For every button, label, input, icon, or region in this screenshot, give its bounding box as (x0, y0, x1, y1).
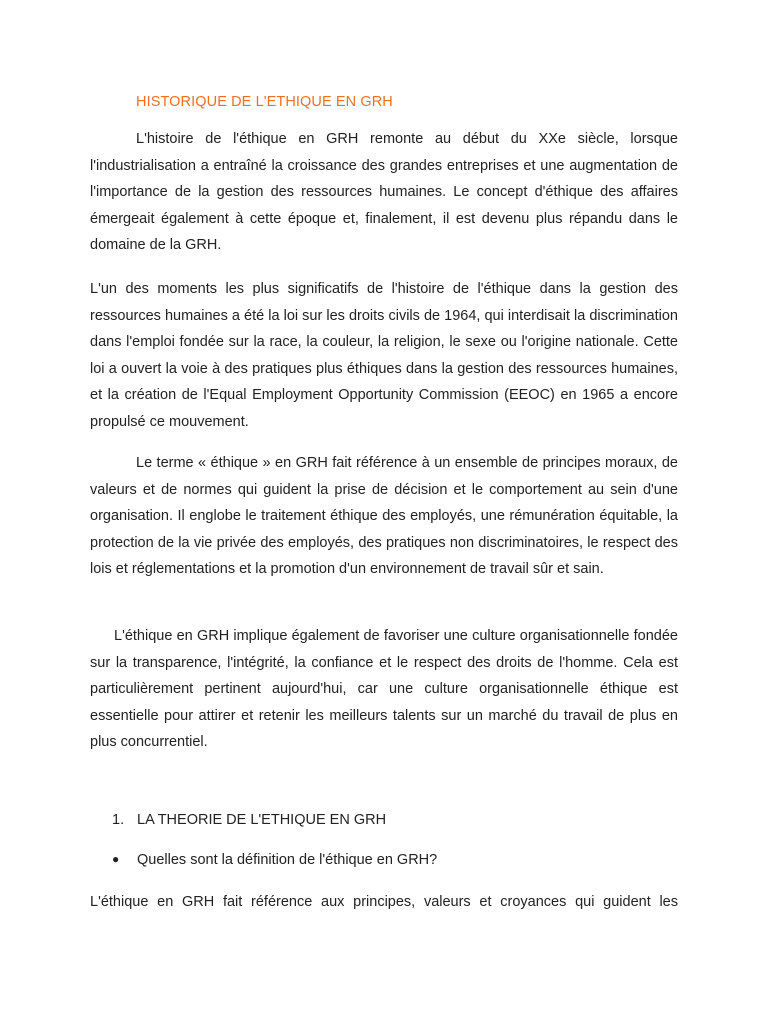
section-number: 1. (112, 812, 125, 828)
paragraph-organisational-culture: L'éthique en GRH implique également de favoriser une culture organisationnelle fondée sur la transparence, l'intégrité, la confiance et le respect des droits de l'homme. Cela est particulièrement pertinent aujourd'hui, car une culture organisationnelle éthique est essentielle pour attirer et retenir les meilleurs talents sur un marché du travail de plus en plus concurrentiel. (90, 628, 678, 751)
bullet-dot-icon: ● (112, 852, 120, 866)
bullet-question (112, 852, 437, 868)
paragraph-ethics-principles: L'éthique en GRH fait référence aux principes, valeurs et croyances qui guident les (90, 894, 678, 910)
paragraph-ethics-definition: Le terme « éthique » en GRH fait référence à un ensemble de principes moraux, de valeurs et de normes qui guident la prise de décision et le comportement au sein d'une organisation. Il englobe le traitement éthique des employés, une rémunération équitable, la protection de la vie privée des employés, des pratiques non discriminatoires, le respect des lois et réglementations et la promotion d'un environnement de travail sûr et sain. (90, 455, 678, 578)
section-heading-theory (112, 812, 386, 828)
paragraph-history-origins: L'histoire de l'éthique en GRH remonte au début du XXe siècle, lorsque l'industrialisation a entraîné la croissance des grandes entreprises et une augmentation de l'importance de la gestion des ressources humaines. Le concept d'éthique des affaires émergeait également à cette époque et, finalement, il est devenu plus répandu dans le domaine de la GRH. (90, 131, 678, 254)
paragraph-civil-rights-act: L'un des moments les plus significatifs de l'histoire de l'éthique dans la gestion des ressources humaines a été la loi sur les droits civils de 1964, qui interdisait la discrimination dans l'emploi fondée sur la race, la couleur, la religion, le sexe ou l'origine nationale. Cette loi a ouvert la voie à des pratiques plus éthiques dans la gestion des ressources humaines, et la création de l'Equal Employment Opportunity Commission (EEOC) en 1965 a encore propulsé ce mouvement. (90, 281, 678, 430)
section-title: LA THEORIE DE L'ETHIQUE EN GRH (137, 812, 387, 828)
bullet-text: Quelles sont la définition de l'éthique en GRH? (137, 852, 438, 868)
history-heading: HISTORIQUE DE L'ETHIQUE EN GRH (136, 94, 393, 110)
